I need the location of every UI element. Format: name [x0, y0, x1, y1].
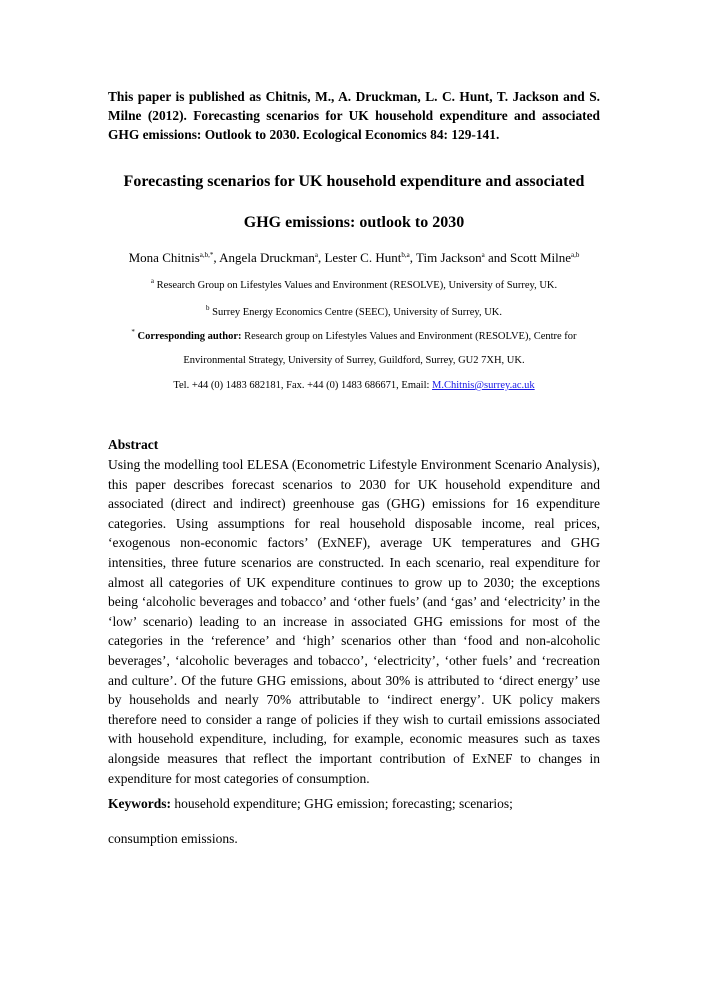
author-affiliation-mark: a,b,*	[199, 251, 214, 259]
corresponding-author	[60, 330, 648, 344]
author-name: Tim Jackson	[415, 250, 482, 265]
author-list	[60, 249, 648, 267]
corresponding-mark: *	[131, 328, 135, 336]
corresponding-label: Corresponding author:	[137, 331, 242, 342]
abstract-heading: Abstract	[108, 437, 159, 452]
author-separator: and	[484, 250, 510, 265]
author-name: Angela Druckman	[219, 250, 315, 265]
author-name: Lester C. Hunt	[324, 250, 402, 265]
corresponding-text: Research group on Lifestyles Values and Environment (RESOLVE), Centre for	[244, 331, 577, 342]
affiliation-text: Research Group on Lifestyles Values and Environment (RESOLVE), University of Surrey, UK.	[156, 280, 558, 291]
author-affiliation-mark: a	[481, 251, 485, 259]
contact-line	[60, 379, 648, 393]
corresponding-address: Environmental Strategy, University of Surrey, Guildford, Surrey, GU2 7XH, UK.	[183, 355, 525, 366]
email-link[interactable]: M.Chitnis@surrey.ac.uk	[432, 380, 535, 391]
affiliation-a	[60, 279, 648, 293]
author-affiliation-mark: b,a	[401, 251, 410, 259]
author-name: Mona Chitnis	[128, 250, 200, 265]
paper-title-line-1: Forecasting scenarios for UK household expenditure and associated	[123, 173, 585, 190]
affiliation-text: Surrey Energy Economics Centre (SEEC), University of Surrey, UK.	[212, 307, 502, 318]
keywords-label: Keywords:	[108, 796, 171, 811]
author-name: Scott Milne	[510, 250, 572, 265]
affiliation-b	[60, 306, 648, 320]
author-separator: ,	[317, 250, 325, 265]
author-separator: ,	[213, 250, 220, 265]
contact-phone-fax: Tel. +44 (0) 1483 682181, Fax. +44 (0) 1483 686671, Email:	[173, 380, 433, 391]
keywords-continuation: consumption emissions.	[108, 831, 238, 846]
keywords-text: household expenditure; GHG emission; forecasting; scenarios;	[171, 796, 513, 811]
author-affiliation-mark: a	[314, 251, 318, 259]
publication-note: This paper is published as Chitnis, M., A. Druckman, L. C. Hunt, T. Jackson and S. Milne (2012). Forecasting scenarios for UK household expenditure and associated GHG emissions: Outlook to 2030. Ecological Economics 84: 129-141.	[108, 89, 600, 142]
author-affiliation-mark: a,b	[571, 251, 580, 259]
abstract-body: Using the modelling tool ELESA (Econometric Lifestyle Environment Scenario Analysis), this paper describes forecast scenarios to 2030 for UK household expenditure and associated (direct and indirect) greenhouse gas (GHG) emissions for 16 expenditure categories. Using assumptions for real household disposable income, real prices, ‘exogenous non-economic factors’ (ExNEF), average UK temperatures and GHG intensities, three future scenarios are constructed. In each scenario, real expenditure for almost all categories of UK expenditure continues to grow up to 2030; the exceptions being ‘alcoholic beverages and tobacco’ and ‘other fuels’ (and ‘gas’ and ‘electricity’ in the ‘low’ scenario) leading to an increase in associated GHG emissions for most of the categories in the ‘reference’ and ‘high’ scenarios other than ‘food and non-alcoholic beverages’, ‘alcoholic beverages and tobacco’, ‘electricity’, ‘other fuels’ and ‘recreation and culture’. Of the future GHG emissions, about 30% is attributed to ‘direct energy’ use by households and nearly 70% attributable to ‘indirect energy’. UK policy makers therefore need to consider a range of policies if they wish to curtail emissions associated with household expenditure, including, for example, economic measures such as taxes alongside measures that reflect the important contribution of ExNEF to changes in expenditure for most categories of consumption.	[108, 457, 600, 786]
affiliation-mark: a	[150, 277, 154, 285]
affiliation-mark: b	[206, 304, 210, 312]
author-separator: ,	[409, 250, 416, 265]
paper-title-line-2: GHG emissions: outlook to 2030	[243, 214, 465, 231]
keywords-line	[108, 795, 600, 813]
